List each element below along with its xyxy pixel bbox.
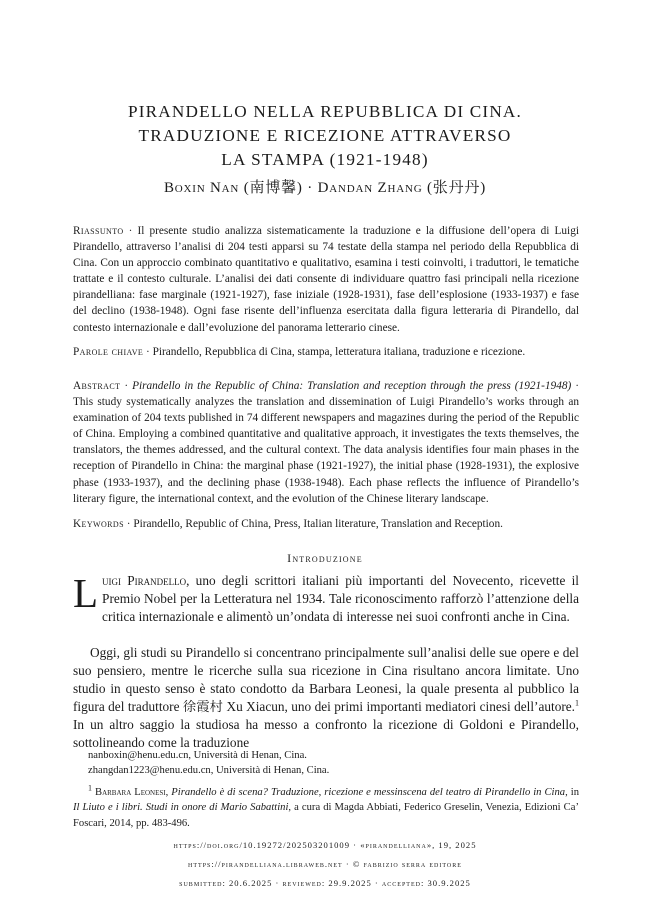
intro-paragraph-2-text: Oggi, gli studi su Pirandello si concentrano principalmente sull’analisi delle sue opere e del suo pensiero, mentre le ricerche sulla sua ricezione in Cina risultano ancora limitate. Uno studio in questo senso è stato condotto da Barbara Leonesi, la quale presenta al pubblico la figura del traduttore 徐霞村 Xu Xiacun, uno dei primi importanti mediatori cinesi dell’autore. [73,645,579,715]
footer-url-line[interactable]: https://pirandelliana.libraweb.net · © fabrizio serra editore [188,859,462,869]
footnote-book: Il Liuto e i libri. Studi in onore di Mario Sabattini [73,802,289,814]
section-heading-introduzione: Introduzione [287,551,363,565]
author-contact-2: zhangdan1223@henu.edu.cn, Università di Henan, Cina. [88,765,330,776]
riassunto-paragraph [73,223,579,336]
footer-dates-line: submitted: 20.6.2025 · reviewed: 29.9.2025 · accepted: 30.9.2025 [179,878,471,888]
keywords-paragraph [73,516,579,532]
abstract-text: · This study systematically analyzes the translation and dissemination of Luigi Pirandello’s works through an examination of 204 texts published in 74 different newspapers and magazines during the period of the Republic of China. Employing a combined quantitative and qualitative approach, it investigates the texts themselves, the translators, the themes addressed, and the cultural context. The data analysis identifies four main phases in the reception of Pirandello in China: the marginal phase (1921-1927), the initial phase (1928-1931), the explosive phase (1933-1937), and the declining phase (1938-1948). Each phase reflects the influence of Pirandello’s literary figure, the international context, and the evolution of the Chinese literary landscape. [73,380,579,505]
intro-paragraph-2-continuation: In un altro saggio la studiosa ha messo a confronto la ricezione di Goldoni e Pirandello, sottolineando come la traduzione [73,717,579,751]
footnote-number: 1 [88,783,92,793]
article-title-line-3: LA STAMPA (1921-1948) [221,150,429,169]
keywords-label: Keywords [73,518,124,530]
abstract-label: Abstract [73,380,121,392]
footnote-in: , in [565,787,579,798]
article-authors: Boxin Nan (南博馨) · Dandan Zhang (张丹丹) [164,180,486,196]
parole-chiave-label: Parole chiave [73,346,144,358]
footnote-rest: , a cura di Magda Abbiati, Federico Greselin, Venezia, Edizioni Ca’ Foscari, 2014, pp. 483-496. [73,802,579,829]
abstract-title: Pirandello in the Republic of China: Translation and reception through the press (1921-1948) [132,380,572,392]
footer-doi-line[interactable]: https://doi.org/10.19272/202503201009 · «pirandelliana», 19, 2025 [173,840,477,850]
article-title-line-2: TRADUZIONE E RICEZIONE ATTRAVERSO [138,126,512,145]
footnote-author: Barbara Leonesi [95,787,166,798]
riassunto-label: Riassunto [73,225,124,237]
riassunto-text: · Il presente studio analizza sistematicamente la traduzione e la diffusione dell’opera di Luigi Pirandello, attraverso l’analisi di 204 testi apparsi su 74 testate della stampa nel periodo della Repubblica di Cina. Con un approccio combinato quantitativo e qualitativo, esamina i testi coinvolti, i traduttori, le tematiche trattate e il contesto culturale. L’analisi dei dati consente di individuare quattro fasi principali nella ricezione pirandelliana: fase marginale (1921-1927), fase iniziale (1928-1931), fase dell’esplosione (1933-1937) e fase del declino (1938-1948). Ogni fase risente dell’influenza esercitata dalla figura letteraria di Pirandello, dal contesto internazionale e dall’evoluzione del panorama letterario cinese. [73,225,579,334]
footnote-1: $^1$ Barbara Leonesi, Pirandello è di scena? Traduzione, ricezione e messinscena del teatro di Pirandello in Cina, in Il Liuto e i libri. Studi in onore di Mario Sabattini, a cura di Magda Abbiati, Federico Greselin, Venezia, Edizioni Ca’ Foscari, 2014, pp. 483-496. [73,783,579,829]
intro-paragraph-1 [73,572,579,626]
keywords-text: · Pirandello, Republic of China, Press, Italian literature, Translation and Reception. [123,518,503,530]
parole-chiave-text: · Pirandello, Repubblica di Cina, stampa, letteratura italiana, traduzione e ricezione. [143,346,526,358]
intro-paragraph-2 [73,644,579,753]
author-contact-1: nanboxin@henu.edu.cn, Università di Henan, Cina. [88,750,307,761]
abstract-paragraph: Abstract · Pirandello in the Republic of China: Translation and reception through the press (1921-1948) · This study systematically analyzes the translation and dissemination of Luigi Pirandello’s works through an examination of 204 texts published in 74 different newspapers and magazines during the period of the Republic of China. Employing a combined quantitative and qualitative approach, it investigates the texts themselves, the translators, the themes addressed, and the cultural context. The data analysis identifies four main phases in the reception of Pirandello in China: the marginal phase (1921-1927), the initial phase (1928-1931), the explosive phase (1933-1937), and the declining phase (1938-1948). Each phase reflects the influence of Pirandello’s literary figure, the international context, and the evolution of the Chinese literary landscape. [73,380,579,505]
article-title-line-1: PIRANDELLO NELLA REPUBBLICA DI CINA. [127,102,523,121]
footnote-reference[interactable]: 1 [575,698,579,708]
intro-paragraph-1-text: , uno degli scrittori italiani più importanti del Novecento, ricevette il Premio Nobel per la Letteratura nel 1934. Tale riconoscimento rafforzò l’attenzione della critica internazionale e alimentò un’ondata di interesse nei suoi confronti anche in Cina. [102,573,579,625]
drop-cap: L [73,570,99,616]
author-name-smallcaps: uigi Pirandello [102,573,187,588]
parole-chiave-paragraph [73,344,579,360]
footnote-title: Pirandello è di scena? Traduzione, ricezione e messinscena del teatro di Pirandello in Cina [171,787,566,798]
